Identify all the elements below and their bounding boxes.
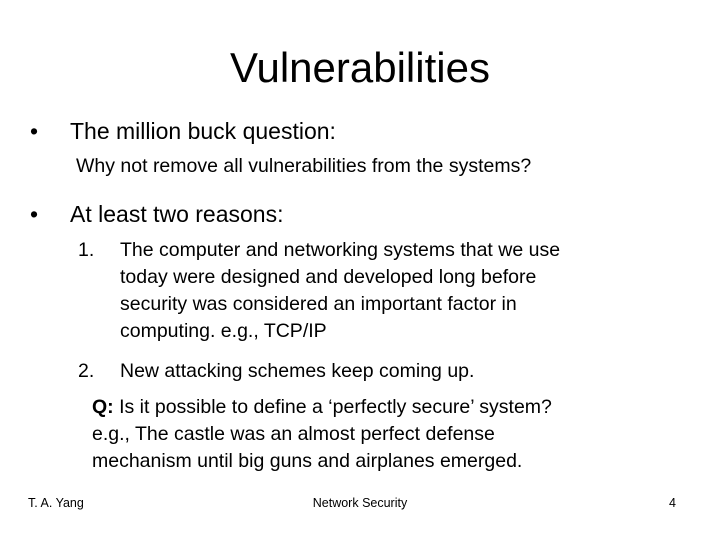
question-block xyxy=(92,394,552,475)
reason-body xyxy=(120,237,680,345)
slide-title: Vulnerabilities xyxy=(230,44,490,91)
bullet-marker: • xyxy=(30,201,39,227)
question-line xyxy=(92,394,552,421)
reason-line: computing. e.g., TCP/IP xyxy=(120,320,327,342)
bullet-marker: • xyxy=(30,118,39,144)
bullet-text: The million buck question: xyxy=(70,118,336,144)
bullet-two-reasons xyxy=(30,199,284,229)
reason-number: 2. xyxy=(78,360,95,382)
footer-author: T. A. Yang xyxy=(28,496,84,510)
reason-line: New attacking schemes keep coming up. xyxy=(120,360,475,382)
question-text: Is it possible to define a ‘perfectly secure’ system? xyxy=(113,396,552,418)
reason-line: The computer and networking systems that we use xyxy=(120,239,561,261)
bullet-million-buck-question xyxy=(30,116,336,146)
reason-line: security was considered an important factor in xyxy=(120,293,517,315)
question-example-line: mechanism until big guns and airplanes emerged. xyxy=(92,450,523,472)
reason-line: today were designed and developed long before xyxy=(120,266,537,288)
bullet-text: At least two reasons: xyxy=(70,201,284,227)
reason-number: 1. xyxy=(78,239,95,261)
reason-body xyxy=(120,358,680,385)
question-label: Q: xyxy=(92,396,114,418)
footer-page-number: 4 xyxy=(669,496,676,510)
footer-course: Network Security xyxy=(312,496,408,510)
sub-question-text: Why not remove all vulnerabilities from the systems? xyxy=(76,155,532,177)
question-example-line: e.g., The castle was an almost perfect defense xyxy=(92,423,495,445)
